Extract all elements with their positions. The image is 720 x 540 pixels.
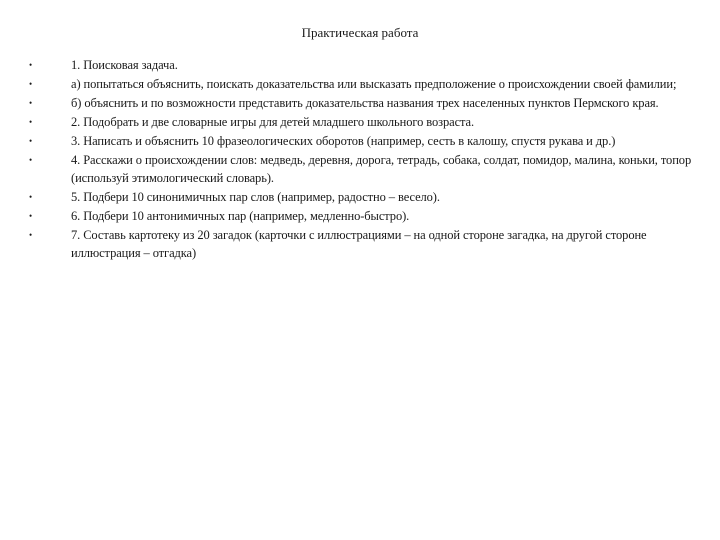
list-item (28, 132, 710, 150)
list-item-text: б) объяснить и по возможности представить доказательства названия трех населенных пунктов Пермского края. (71, 96, 659, 110)
bullet-icon: • (29, 79, 33, 89)
list-item (28, 207, 710, 225)
task-list (28, 56, 710, 263)
list-item (28, 226, 710, 262)
bullet-icon: • (29, 136, 33, 146)
list-item (28, 94, 710, 112)
list-item-text: 2. Подобрать и две словарные игры для детей младшего школьного возраста. (71, 115, 475, 129)
list-item-text: 7. Составь картотеку из 20 загадок (карточки с иллюстрациями – на одной стороне загадка, на другой стороне иллюстрация – отгадка) (71, 228, 647, 260)
bullet-icon: • (29, 211, 33, 221)
slide-title: Практическая работа (301, 25, 419, 40)
bullet-icon: • (29, 192, 33, 202)
list-item (28, 151, 710, 187)
list-item (28, 188, 710, 206)
list-item-text: 4. Расскажи о происхождении слов: медведь, деревня, дорога, тетрадь, собака, солдат, помидор, малина, коньки, топор (используй этимологический словарь). (71, 153, 692, 185)
list-item-text: 6. Подбери 10 антонимичных пар (например, медленно-быстро). (71, 209, 410, 223)
bullet-icon: • (29, 230, 33, 240)
list-item-text: 1. Поисковая задача. (71, 58, 178, 72)
list-item-text: 5. Подбери 10 синонимичных пар слов (например, радостно – весело). (71, 190, 440, 204)
bullet-icon: • (29, 98, 33, 108)
list-item-text: а) попытаться объяснить, поискать доказательства или высказать предположение о происхождении своей фамилии; (71, 77, 677, 91)
bullet-icon: • (29, 155, 33, 165)
list-item (28, 113, 710, 131)
list-item (28, 56, 710, 74)
list-item-text: 3. Написать и объяснить 10 фразеологических оборотов (например, сесть в калошу, спустя рукава и др.) (71, 134, 616, 148)
list-item (28, 75, 710, 93)
bullet-icon: • (29, 117, 33, 127)
bullet-icon: • (29, 60, 33, 70)
